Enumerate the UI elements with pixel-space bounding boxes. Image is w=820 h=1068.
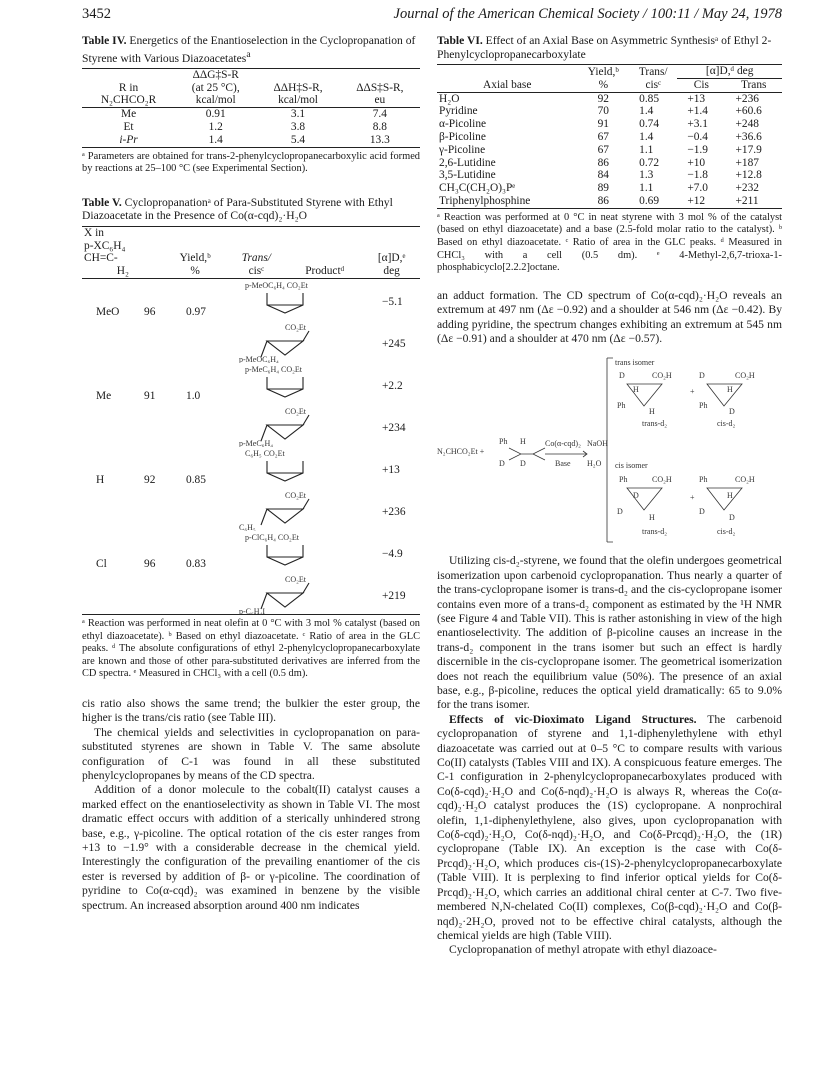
table-vi-grid: Yield,ᵇ Trans/ [α]D,ᵈ deg Axial base % cisᶜ Cis Trans H₂O 92 0.85 +13 +236 Pyridine 70 1.4 +1.4 +60.6 α-Picoline 91 0.74 +3.1 +248 β-Picoline 67 1.4 −0.4 +36.6 γ-Picoline 67 1.1 −1.9 +17.9 2,6-Lutidine 86 0.72 +10 +187 3,5-Lutidine 84 1.3 −1.8 +12.8 CH₃C(CH₂O)₃Pᵉ 89 1.1 +7.0 +232 Triphenylphosphine 86 0.69 +12 +211 (437, 64, 782, 209)
t6-cell-base: 3,5-Lutidine (439, 169, 496, 182)
t5-substituent: MeO (96, 306, 120, 319)
svg-text:Ph: Ph (699, 401, 708, 411)
t6-cell-base: α-Picoline (439, 118, 487, 131)
t6-cell-yield: 91 (597, 118, 609, 131)
svg-text:Ph: Ph (699, 475, 708, 485)
table-vi-caption: Table VI. Effect of an Axial Base on Asymmetric Synthesisᵃ of Ethyl 2-Phenylcyclopropanecarboxylate (437, 34, 772, 61)
page-number: 3452 (82, 6, 111, 22)
structure-label-bottom: C₆H₅ (239, 523, 256, 532)
table-v-footnote: ᵃ Reaction was performed in neat olefin at 0 °C with 3 mol % catalyst (based on ethyl diazoacetate). ᵇ Based on ethyl diazoacetate. ᶜ Ratio of area in the GLC peaks. ᵈ The absolute configurations of ethyl 2-phenylcyclopropanecarboxylate are known and those of other para-substituted derivatives are inferred from the CD spectra. ᵉ Measured in CHCl₃ with a cell (0.5 dm). (82, 618, 420, 680)
section-heading: Effects of vic-Dioximato Ligand Structures. (449, 712, 697, 726)
t5-rotation: −4.9 (382, 548, 403, 561)
t5-rotation: −5.1 (382, 296, 403, 309)
svg-text:D: D (729, 407, 735, 417)
table-v-grid: X in p-XC₆H₄ CH=C- Yield,ᵇ Trans/ [α]D,ᵉ H₂ % cisᶜ Productᵈ deg (82, 226, 420, 279)
table-iv-caption: Table IV. Energetics of the Enantioselection in the Cyclopropanation of Styrene with Various Diazoacetates$^a$ (82, 34, 416, 65)
t6-cell-ratio: 0.74 (639, 118, 660, 131)
table-row: i-Pr 1.4 5.4 13.3 (82, 134, 420, 147)
t5-rotation: +245 (382, 338, 406, 351)
structure-label-bottom: p-C₆H₄I (239, 607, 266, 616)
scheme-trans-label: trans isomer (615, 358, 655, 368)
cyclopropane-structure (237, 363, 347, 405)
svg-text:Ph: Ph (617, 401, 626, 411)
svg-text:CO₂H: CO₂H (652, 371, 672, 381)
t6-cell-trans: +236 (735, 92, 759, 105)
t6-cell-ratio: 1.4 (639, 130, 654, 143)
t6-cell-cis: +1.4 (687, 105, 708, 118)
scheme-cis-label: cis isomer (615, 461, 648, 471)
right-body-text-1 (437, 289, 782, 347)
svg-text:D: D (617, 507, 623, 517)
svg-text:trans-d₂: trans-d₂ (642, 527, 668, 537)
t5-ratio: 0.83 (186, 558, 206, 571)
table-v (82, 196, 420, 681)
t5-yield: 96 (144, 306, 156, 319)
structure-label-bottom: p-MeC₆H₄ (239, 439, 274, 448)
t6-cell-ratio: 0.85 (639, 92, 660, 105)
svg-text:CO₂H: CO₂H (652, 475, 672, 485)
reaction-scheme (437, 350, 782, 548)
svg-text:NaOH: NaOH (587, 439, 608, 449)
structure-label-top: p-MeC₆H₄ CO₂Et (245, 365, 303, 375)
t6-cell-base: Triphenylphosphine (439, 194, 531, 207)
t6-cell-ratio: 0.72 (639, 156, 660, 169)
t4-h1a: R in (118, 81, 139, 94)
t5-yield: 96 (144, 558, 156, 571)
scheme-drawing (437, 350, 782, 548)
paragraph: Addition of a donor molecule to the cobalt(II) catalyst causes a marked effect on the enantioselectivity as shown in Table VI. The most dramatic effect occurs with addition of a sterically unhindered strong base, e.g., γ-picoline. The optical rotation of the cis ester ranges from +13 to −1.9° with a considerable decrease in the chemical yield. Interestingly the configuration of the prevailing enantiomer of the cis ester is reversed by addition of β- or γ-picoline. The coordination of pyridine to Co(α-cqd)₂ was examined in benzene by the visible spectrum. An increased absorption around 400 nm indicates (82, 783, 420, 912)
t5-ratio: 1.0 (186, 390, 201, 403)
t5-rotation: +2.2 (382, 380, 403, 393)
table-row (437, 157, 782, 170)
table-vi (437, 34, 782, 275)
cyclopropane-structure (237, 531, 347, 573)
t5-rotation: +234 (382, 422, 406, 435)
svg-text:D: D (499, 459, 505, 469)
svg-text:cis-d₂: cis-d₂ (717, 419, 736, 429)
table-row (437, 169, 782, 182)
t6-cell-yield: 84 (597, 169, 609, 182)
table-row (437, 195, 782, 208)
paragraph: Utilizing cis-d₂-styrene, we found that the olefin undergoes geometrical isomerization upon carbenoid cyclopropanation. Thus nearly a quarter of the trans-cyclopropane isomer is trans-d₂ and the cis-cyclopropane isomer contains even more of a trans-d₂ component as estimated by the ¹H NMR (see Figure 4 and Table VII). This is rather astonishing in view of the high enantioselectivity. The addition of β-picoline causes an increase in the trans-d₂ component in the trans isomer but such an effect is hardly discernible in the cis-cyclopropane isomer. The geometrical isomerization does not reach the equilibrium value (50%). The presence of an axial base, e.g., β-picoline, reduces the optical yield dramatically: 65 to 9.0% for the trans isomer. (437, 554, 782, 712)
t6-cell-yield: 92 (597, 92, 609, 105)
paragraph: an adduct formation. The CD spectrum of Co(α-cqd)₂·H₂O reveals an extremum at 497 nm (Δε −0.92) and a shoulder at 546 nm (Δε −0.42). By adding pyridine, the spectrum changes exhibiting an extremum at 545 nm (Δε −0.91) and a shoulder at 470 nm (Δε −0.57). (437, 288, 782, 345)
svg-text:H: H (727, 385, 733, 395)
paragraph: Effects of vic-Dioximato Ligand Structures. The carbenoid cyclopropanation of styrene and 1,1-diphenylethylene with ethyl diazoacetate was carried out at 0–5 °C to compare results with various Co(II) catalysts (Tables VIII and IX). A conspicuous feature emerges. The C-1 configuration in 2-phenylcyclopropanecarboxylates produced with Co(δ-cqd)₂·H₂O and Co(δ-nqd)₂·H₂O is always R, whereas the Co(α-cqd)₂·H₂O catalyst produces the (1S) cyclopropane. A nonprochiral olefin, 1,1-diphenylethylene, also gives, upon cyclopropanation with Co(δ-cqd)₂·H₂O, Co(δ-nqd)₂·H₂O, and Co(δ-Prcqd)₂·H₂O, the (1R) cyclopropane (Table IX). An exception is the case with Co(δ-Prcqd)₂·H₂O, which produces cis-(1S)-2-phenylcyclopropanecarboxylate (Table VIII). It is perplexing to find inferior optical yields for Co(δ-Prcqd)₂·H₂O, which carries an additional chiral center at C-7. Two five-membered N,N-chelated Co(II) complexes, Co(β-cqd)₂·H₂O and Co(β-nqd)₂·2H₂O, proved not to be effective chiral catalysts, although the chemical yields are high (Table VIII). (437, 712, 782, 942)
scheme-base: Base (555, 459, 571, 469)
svg-text:D: D (520, 459, 526, 469)
svg-text:+: + (690, 493, 695, 503)
table-row: Me 0.91 3.1 7.4 (120, 108, 387, 121)
t6-cell-trans: +17.9 (735, 143, 762, 156)
cyclopropane-structure (237, 405, 347, 447)
left-column (82, 34, 420, 913)
t6-cell-yield: 70 (597, 105, 609, 118)
structure-label-top: CO₂Et (285, 407, 307, 417)
table-row (437, 144, 782, 157)
t6-cell-base: Pyridine (439, 105, 478, 118)
structure-label-top: C₆H₅ CO₂Et (245, 449, 285, 459)
t5-rotation: +13 (382, 464, 400, 477)
table-iv-grid (82, 68, 420, 148)
t4-h4b: eu (374, 94, 386, 107)
t4-h2a: ΔΔG‡S-R (192, 68, 239, 81)
t6-cell-trans: +60.6 (735, 105, 762, 118)
journal-title: Journal of the American Chemical Society / 100:11 / May 24, 1978 (393, 6, 782, 22)
cyclopropane-structure (237, 321, 347, 363)
cyclopropane-structure (237, 489, 347, 531)
t5-substituent: H (96, 474, 105, 487)
t6-cell-trans: +36.6 (735, 130, 762, 143)
t6-cell-ratio: 1.4 (639, 105, 654, 118)
table-row (437, 182, 782, 195)
t5-rotation: +219 (382, 590, 406, 603)
t6-cell-base: 2,6-Lutidine (439, 156, 496, 169)
t5-substituent: Cl (96, 558, 107, 571)
svg-text:cis-d₂: cis-d₂ (717, 527, 736, 537)
table-row (437, 131, 782, 144)
t6-cell-yield: 86 (597, 194, 609, 207)
t4-h1b: N₂CHCO₂R (100, 94, 157, 107)
table-iv-footnote: ᵃ Parameters are obtained for trans-2-phenylcyclopropanecarboxylic acid formed by reactions at 25–100 °C (see Experimental Section). (82, 150, 420, 175)
t5-ratio: 0.85 (186, 474, 206, 487)
t6-cell-base: β-Picoline (439, 130, 486, 143)
svg-text:Ph: Ph (619, 475, 628, 485)
table-row (437, 92, 782, 105)
svg-text:D: D (699, 507, 705, 517)
t6-cell-cis: −1.8 (687, 169, 708, 182)
t5-yield: 91 (144, 390, 156, 403)
t6-cell-ratio: 1.3 (639, 169, 654, 182)
svg-text:D: D (633, 491, 639, 501)
table-row (437, 118, 782, 131)
structure-label-top: CO₂Et (285, 323, 307, 333)
scheme-catalyst: Co(α-cqd)₂ (545, 439, 581, 449)
svg-text:H: H (520, 437, 526, 447)
t5-ratio: 0.97 (186, 306, 206, 319)
svg-text:CO₂H: CO₂H (735, 475, 755, 485)
right-column (437, 34, 782, 958)
t4-h2b: (at 25 °C), (191, 81, 240, 94)
table-v-caption: Table V. Cyclopropanationᵃ of Para-Substituted Styrene with Ethyl Diazoacetate in the Presence of Co(α-cqd)₂·H₂O (82, 195, 393, 223)
svg-text:H: H (649, 513, 655, 523)
structure-label-top: p-MeOC₆H₄ CO₂Et (245, 281, 308, 291)
table-v-body (82, 279, 420, 615)
t6-cell-trans: +232 (735, 182, 759, 195)
t6-cell-base: H₂O (439, 92, 460, 105)
table-iv (82, 34, 420, 176)
svg-text:Ph: Ph (499, 437, 508, 447)
table-vi-footnote: ᵃ Reaction was performed at 0 °C in neat styrene with 3 mol % of the catalyst (based on ethyl diazoacetate) and a base (2.5-fold molar ratio to the catalyst). ᵇ Based on ethyl diazoacetate. ᶜ Ratio of area in the GLC peaks. ᵈ Measured in CHCl₃ with a cell (0.5 dm). ᵉ 4-Methyl-2,6,7-trioxa-1-phosphabicyclo[2.2.2]octane. (437, 211, 782, 274)
t5-rotation: +236 (382, 506, 406, 519)
t6-cell-base: CH₃C(CH₂O)₃Pᵉ (439, 182, 516, 195)
structure-label-top: CO₂Et (285, 575, 307, 585)
t6-cell-cis: +7.0 (687, 182, 708, 195)
t4-h4a: ΔΔS‡S-R, (356, 81, 404, 94)
t6-cell-cis: +13 (687, 92, 706, 105)
left-body-text (82, 697, 420, 913)
t6-cell-yield: 67 (597, 130, 609, 143)
t6-cell-cis: +10 (687, 156, 706, 169)
t5-substituent: Me (96, 390, 112, 403)
svg-text:H: H (727, 491, 733, 501)
t6-cell-trans: +187 (735, 156, 759, 169)
t4-h3a: ΔΔH‡S-R, (273, 81, 323, 94)
paragraph: The chemical yields and selectivities in cyclopropanation on para-substituted styrenes are shown in Table V. The same absolute configuration of C-1 was found in all these substituted phenylcyclopropanes by means of the CD spectra. (82, 725, 420, 783)
t6-cell-cis: +12 (687, 194, 706, 207)
svg-text:trans-d₂: trans-d₂ (642, 419, 668, 429)
page-header (82, 6, 782, 26)
svg-text:CO₂H: CO₂H (735, 371, 755, 381)
t6-cell-trans: +211 (735, 194, 759, 207)
paragraph: Cyclopropanation of methyl atropate with ethyl diazoace- (449, 943, 717, 957)
paragraph: cis ratio also shows the same trend; the bulkier the ester group, the higher is the trans/cis ratio (see Table III). (82, 696, 420, 725)
t6-cell-ratio: 0.69 (639, 194, 660, 207)
t4-h3b: kcal/mol (278, 94, 318, 107)
t6-cell-trans: +248 (735, 118, 759, 131)
table-row (437, 105, 782, 118)
svg-text:H₂O: H₂O (587, 459, 602, 469)
t6-cell-trans: +12.8 (735, 169, 762, 182)
t5-yield: 92 (144, 474, 156, 487)
svg-text:D: D (729, 513, 735, 523)
t6-cell-cis: −1.9 (687, 143, 708, 156)
t6-cell-cis: −0.4 (687, 130, 708, 143)
t6-cell-yield: 86 (597, 156, 609, 169)
cyclopropane-structure (237, 447, 347, 489)
cyclopropane-structure (237, 279, 347, 321)
svg-text:H: H (633, 385, 639, 395)
structure-label-top: p-ClC₆H₄ CO₂Et (245, 533, 299, 543)
svg-text:D: D (699, 371, 705, 381)
svg-text:H: H (649, 407, 655, 417)
t6-cell-ratio: 1.1 (639, 143, 654, 156)
structure-label-top: CO₂Et (285, 491, 307, 501)
t6-cell-ratio: 1.1 (639, 182, 654, 195)
cyclopropane-structure (237, 573, 347, 615)
scheme-reagent: N₂CHCO₂Et + (437, 447, 485, 457)
table-row: Et 1.2 3.8 8.8 (123, 121, 387, 134)
structure-label-bottom: p-MeOC₆H₄ (239, 355, 279, 364)
svg-text:+: + (690, 387, 695, 397)
t6-cell-yield: 89 (597, 182, 609, 195)
t6-cell-cis: +3.1 (687, 118, 708, 131)
t6-cell-base: γ-Picoline (439, 143, 486, 156)
t6-cell-yield: 67 (597, 143, 609, 156)
right-body-text-2 (437, 554, 782, 957)
svg-text:D: D (619, 371, 625, 381)
t4-h2c: kcal/mol (195, 94, 236, 107)
